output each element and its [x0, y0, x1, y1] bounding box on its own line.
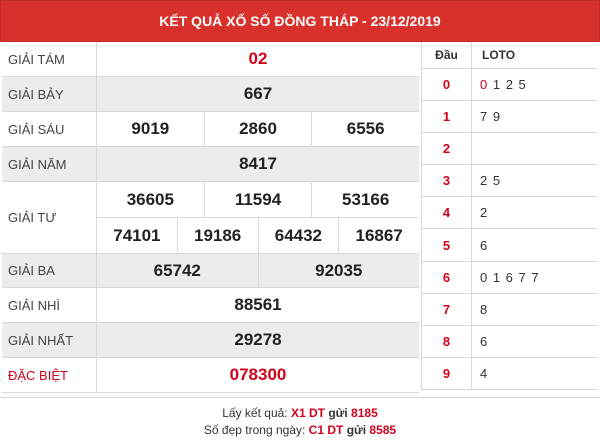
prize-number: 2860 [204, 112, 312, 146]
prize-number: 667 [243, 84, 273, 103]
loto-head-digit: 4 [422, 197, 472, 228]
loto-head-digit: 0 [422, 69, 472, 100]
prize-label: GIẢI BA [2, 254, 97, 287]
loto-head-digit: 9 [422, 358, 472, 389]
sms-info-footer [0, 397, 600, 445]
prize-row-bay [2, 77, 419, 112]
loto-table [421, 42, 598, 390]
loto-tail-digits [472, 294, 598, 325]
loto-header [422, 42, 598, 69]
loto-digits: 1 2 5 [488, 77, 527, 93]
loto-digits: 6 [480, 237, 489, 253]
sms-code: X1 DT [290, 406, 325, 420]
loto-row [422, 294, 598, 326]
loto-tail-digits [472, 197, 598, 228]
prize-label: GIẢI TƯ [2, 182, 97, 253]
loto-head-digit: 1 [422, 101, 472, 132]
prize-row-sau [2, 112, 419, 147]
prize-row-nhi [2, 288, 419, 323]
prize-label: GIẢI SÁU [2, 112, 97, 146]
loto-digits: 6 [480, 333, 489, 349]
prize-number: 9019 [131, 119, 170, 138]
footer-text: gửi [346, 423, 367, 437]
prize-number: 65742 [153, 260, 201, 280]
loto-digits: 8 [480, 301, 489, 317]
dau-column-header: Đầu [422, 42, 472, 68]
loto-tail-digits [472, 358, 598, 389]
loto-head-digit: 2 [422, 133, 472, 164]
prize-number: 64432 [258, 218, 339, 253]
prize-number: 19186 [177, 218, 258, 253]
footer-text: gửi [328, 406, 348, 420]
prize-label: GIẢI NHÌ [2, 288, 97, 322]
footer-text: Lấy kết quả: [222, 406, 288, 420]
loto-row [422, 69, 598, 101]
prize-row-tu [2, 182, 419, 254]
prize-row-dac-biet [2, 358, 419, 393]
prize-row-nhat [2, 323, 419, 358]
loto-row [422, 229, 598, 261]
loto-row [422, 197, 598, 229]
prize-number: 53166 [311, 182, 419, 217]
loto-tail-digits [472, 262, 598, 293]
page-title: KẾT QUẢ XỔ SỐ ĐỒNG THÁP - 23/12/2019 [0, 0, 600, 42]
loto-tail-digits [472, 229, 598, 260]
prize-row-nam [2, 147, 419, 182]
sms-code: C1 DT [308, 423, 344, 437]
prize-label-special: ĐẶC BIỆT [2, 358, 97, 392]
prize-number: 02 [248, 49, 268, 68]
loto-digits: 0 1 6 7 7 [480, 269, 540, 285]
footer-line-lucky [204, 423, 396, 437]
loto-row [422, 358, 598, 390]
prize-label: GIẢI TÁM [2, 42, 97, 76]
prize-number: 8417 [239, 154, 277, 173]
loto-row [422, 101, 598, 133]
loto-row [422, 165, 598, 197]
loto-digits: 2 5 [480, 173, 502, 189]
prize-label: GIẢI NHẤT [2, 323, 97, 357]
sms-number: 8585 [369, 423, 397, 437]
loto-row [422, 326, 598, 358]
loto-tail-digits [472, 165, 598, 196]
loto-digits: 7 9 [480, 109, 502, 125]
prize-number: 74101 [113, 225, 161, 245]
loto-highlight-digit: 0 [480, 77, 489, 93]
loto-head-digit: 5 [422, 229, 472, 260]
loto-digits: 2 [480, 205, 489, 221]
prize-number: 11594 [204, 182, 312, 217]
loto-head-digit: 3 [422, 165, 472, 196]
prize-number: 29278 [234, 330, 282, 349]
loto-column-header: LOTO [482, 48, 516, 62]
sms-number: 8185 [351, 406, 378, 420]
prize-label: GIẢI NĂM [2, 147, 97, 181]
loto-tail-digits [472, 133, 598, 164]
prize-row-tam [2, 42, 419, 77]
prize-table [2, 42, 419, 393]
loto-row [422, 133, 598, 165]
footer-line-results [222, 406, 378, 420]
prize-row-ba [2, 254, 419, 288]
prize-number: 36605 [126, 189, 174, 209]
prize-number: 88561 [234, 295, 282, 314]
prize-number: 92035 [258, 254, 420, 287]
loto-tail-digits [472, 101, 598, 132]
loto-head-digit: 7 [422, 294, 472, 325]
loto-head-digit: 6 [422, 262, 472, 293]
prize-number: 16867 [338, 218, 419, 253]
prize-label: GIẢI BẢY [2, 77, 97, 111]
loto-tail-digits [472, 326, 598, 357]
loto-row [422, 262, 598, 294]
prize-number: 6556 [311, 112, 419, 146]
loto-tail-digits [472, 69, 598, 100]
footer-text: Số đẹp trong ngày: [203, 423, 306, 437]
special-prize-number: 078300 [229, 365, 287, 384]
loto-head-digit: 8 [422, 326, 472, 357]
loto-digits: 4 [480, 365, 489, 381]
